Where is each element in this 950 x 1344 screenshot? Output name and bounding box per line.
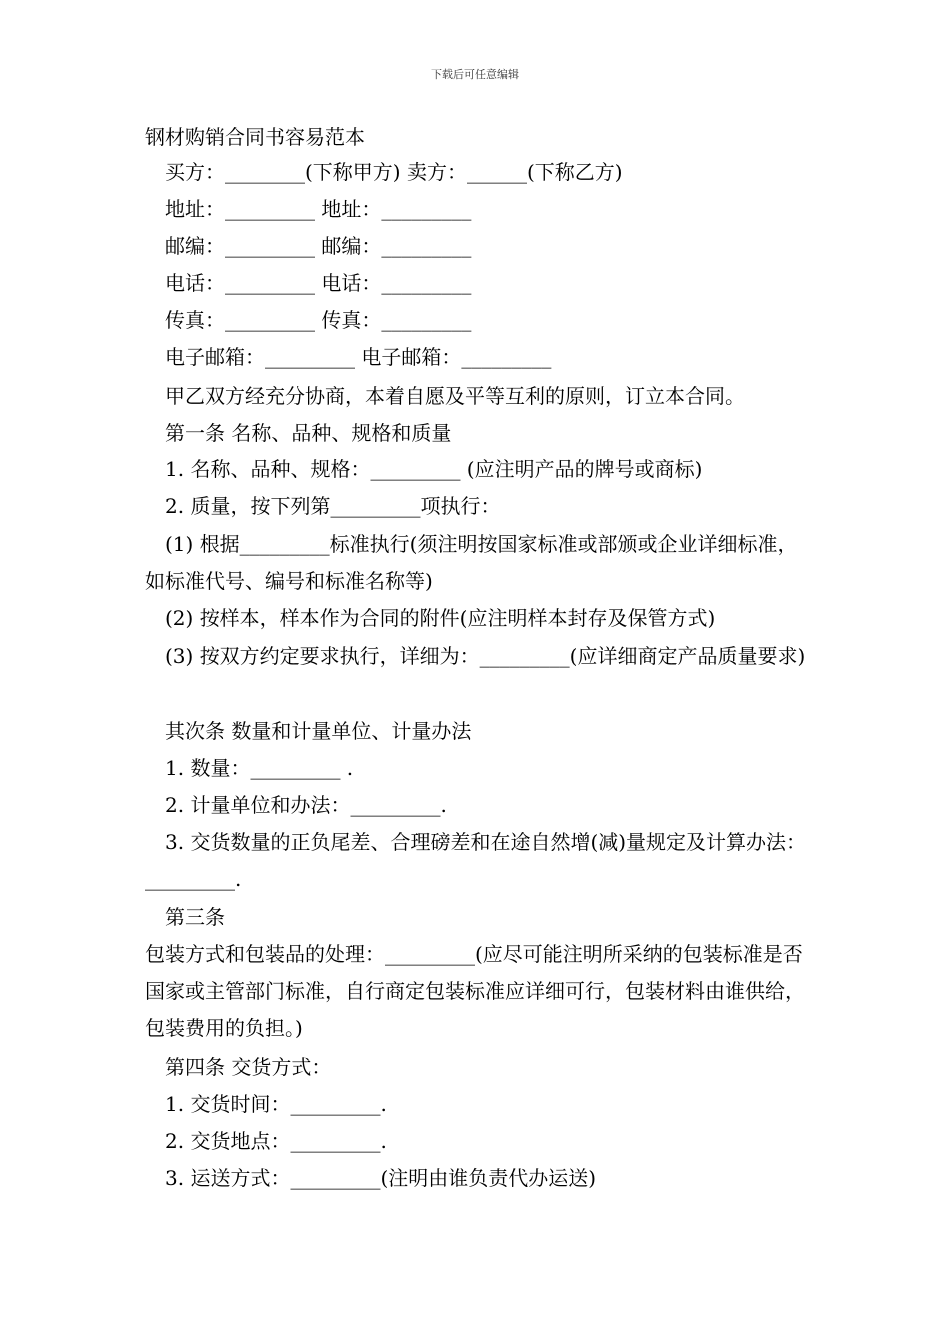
document-title: 钢材购销合同书容易范本	[145, 125, 365, 149]
fax-line: 传真：_________ 传真：_________	[165, 308, 472, 332]
quality-option-2: (2) 按样本，样本作为合同的附件(应注明样本封存及保管方式)	[165, 606, 716, 630]
article-2-item-2: 2. 计量单位和办法：_________.	[165, 793, 447, 817]
postcode-line: 邮编：_________ 邮编：_________	[165, 234, 472, 258]
article-1-item-2: 2. 质量，按下列第_________项执行：	[165, 494, 501, 518]
phone-line: 电话：_________ 电话：_________	[165, 271, 472, 295]
packaging-paragraph: 包装方式和包装品的处理：_________(应尽可能注明所采纳的包装标准是否国家或主管部门标准，自行商定包装标准应详细可行，包装材料由谁供给，包装费用的负担。)	[145, 942, 805, 1040]
article-1-item-1: 1. 名称、品种、规格：_________ (应注明产品的牌号或商标)	[165, 457, 703, 481]
delivery-place-line: 2. 交货地点：_________.	[165, 1129, 387, 1153]
buyer-seller-line: 买方：________(下称甲方) 卖方：______(下称乙方)	[165, 160, 623, 184]
delivery-time-line: 1. 交货时间：_________.	[165, 1092, 387, 1116]
article-2-heading: 其次条 数量和计量单位、计量办法	[165, 719, 472, 743]
article-4-heading: 第四条 交货方式：	[165, 1055, 332, 1079]
address-line: 地址：_________ 地址：_________	[165, 197, 472, 221]
article-2-item-3: 3. 交货数量的正负尾差、合理磅差和在途自然增(减)量规定及计算办法：_________.	[145, 830, 807, 891]
article-3-heading: 第三条	[165, 905, 225, 929]
quality-option-1: (1) 根据_________标准执行(须注明按国家标准或部颁或企业详细标准，如标准代号、编号和标准名称等)	[145, 532, 798, 593]
quality-option-3: (3) 按双方约定要求执行，详细为：_________(应详细商定产品质量要求)	[165, 644, 806, 668]
article-1-heading: 第一条 名称、品种、规格和质量	[165, 421, 452, 445]
page-header: 下载后可任意编辑	[431, 68, 519, 81]
email-line: 电子邮箱：_________ 电子邮箱：_________	[165, 345, 552, 369]
shipping-method-line: 3. 运送方式：_________(注明由谁负责代办运送)	[165, 1166, 597, 1190]
preamble-paragraph: 甲乙双方经充分协商，本着自愿及平等互利的原则，订立本合同。	[165, 384, 745, 408]
article-2-item-1: 1. 数量：_________ .	[165, 756, 354, 780]
